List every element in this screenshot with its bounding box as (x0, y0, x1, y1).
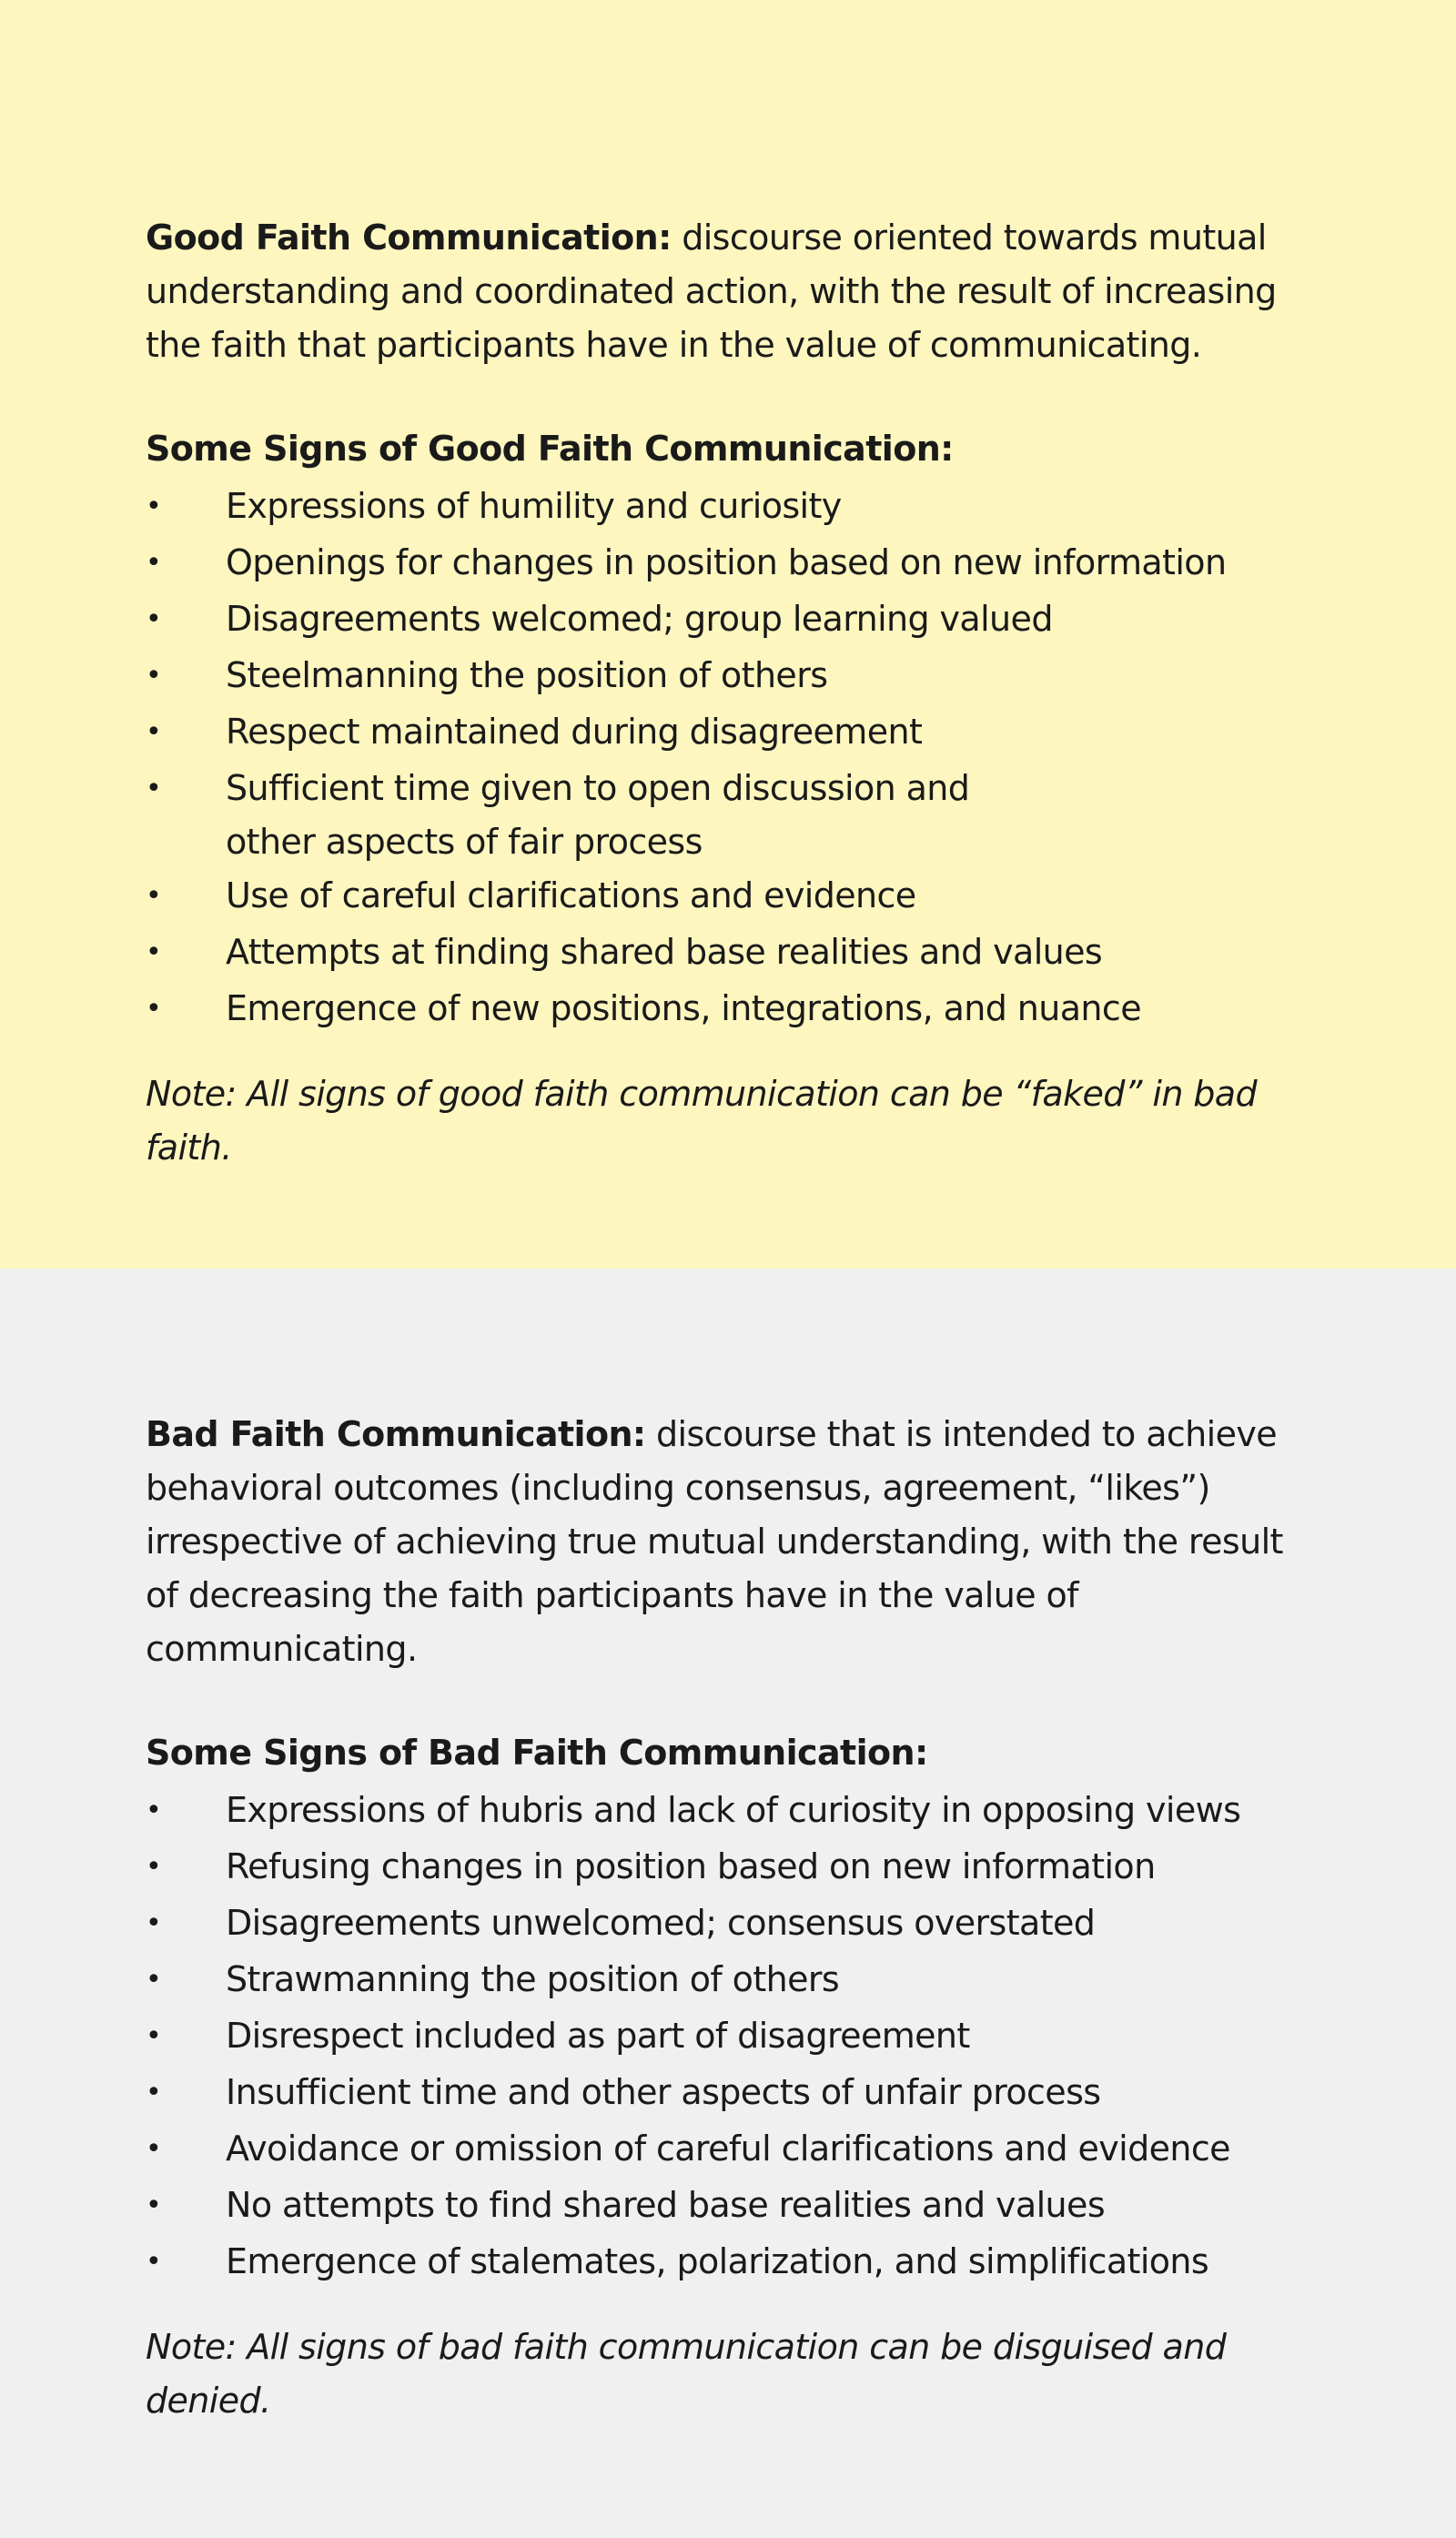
good-faith-term: Good Faith Communication: (146, 217, 672, 258)
bullet-icon: • (146, 993, 162, 1025)
sign-text: Sufficient time given to open discussion and other aspects of fair process (226, 768, 970, 862)
good-faith-sign-item (146, 869, 1310, 925)
bullet-icon: • (146, 490, 162, 522)
bullet-icon: • (146, 2133, 162, 2165)
sign-text: Emergence of stalemates, polarization, and simplifications (226, 2241, 1209, 2281)
bad-faith-term: Bad Faith Communication: (146, 1414, 646, 1454)
bullet-icon: • (146, 1907, 162, 1939)
sign-text: Openings for changes in position based on new information (226, 542, 1227, 582)
bad-faith-sign-item (146, 2179, 1310, 2235)
sign-text: Disrespect included as part of disagreement (226, 2016, 970, 2056)
sign-text: Avoidance or omission of careful clarifications and evidence (226, 2128, 1230, 2169)
bullet-icon: • (146, 2246, 162, 2278)
bullet-icon: • (146, 547, 162, 579)
sign-text: Expressions of hubris and lack of curiosity in opposing views (226, 1790, 1241, 1830)
bad-faith-sign-item (146, 1784, 1310, 1840)
sign-text: Expressions of humility and curiosity (226, 486, 842, 526)
good-faith-note: Note: All signs of good faith communication can be “faked” in bad faith. (146, 1074, 1258, 1168)
good-faith-sign-item (146, 649, 1310, 705)
bullet-icon: • (146, 880, 162, 912)
bullet-icon: • (146, 2020, 162, 2052)
bad-faith-signs-heading: Some Signs of Bad Faith Communication: (146, 1733, 928, 1773)
bad-faith-sign-item (146, 2066, 1310, 2122)
sign-text: Respect maintained during disagreement (226, 712, 923, 752)
good-faith-sign-item (146, 982, 1310, 1038)
bad-faith-sign-item (146, 2235, 1310, 2291)
sign-text: No attempts to find shared base realities and values (226, 2185, 1106, 2225)
bad-faith-sign-item (146, 2122, 1310, 2179)
bad-faith-definition (146, 1408, 1310, 1676)
bullet-icon: • (146, 2077, 162, 2108)
bad-faith-signs-list (146, 1784, 1310, 2291)
good-faith-definition (146, 211, 1310, 372)
good-faith-sign-item (146, 480, 1310, 536)
bullet-icon: • (146, 936, 162, 968)
good-faith-sign-item (146, 536, 1310, 592)
bad-faith-sign-item (146, 1896, 1310, 1953)
sign-text: Strawmanning the position of others (226, 1959, 840, 1999)
good-faith-definition-text: discourse oriented towards mutual understanding and coordinated action, with the result of increasing the faith that participants have in the value of communicating. (146, 217, 1277, 365)
bad-faith-sign-item (146, 1953, 1310, 2009)
bullet-icon: • (146, 603, 162, 635)
sign-text: Refusing changes in position based on new information (226, 1846, 1156, 1886)
bullet-icon: • (146, 716, 162, 748)
bullet-icon: • (146, 660, 162, 692)
sign-text: Disagreements unwelcomed; consensus overstated (226, 1903, 1096, 1943)
good-faith-sign-item (146, 762, 1310, 869)
good-faith-sign-item (146, 592, 1310, 649)
bad-faith-definition-text: discourse that is intended to achieve behavioral outcomes (including consensus, agreement, “likes”) irrespective of achieving true mutual understanding, with the result of decreasing the faith participants have in the value of communicating. (146, 1414, 1283, 1669)
sign-text: Use of careful clarifications and evidence (226, 875, 916, 915)
bullet-icon: • (146, 1964, 162, 1996)
sign-text: Insufficient time and other aspects of unfair process (226, 2072, 1101, 2112)
bullet-icon: • (146, 1851, 162, 1883)
good-faith-sign-item (146, 705, 1310, 762)
bad-faith-note: Note: All signs of bad faith communication can be disguised and denied. (146, 2327, 1227, 2421)
good-faith-sign-item (146, 925, 1310, 982)
good-faith-signs-heading: Some Signs of Good Faith Communication: (146, 429, 954, 469)
bad-faith-panel (0, 1269, 1456, 2538)
sign-text: Disagreements welcomed; group learning valued (226, 599, 1053, 639)
bad-faith-sign-item (146, 1840, 1310, 1896)
bullet-icon: • (146, 773, 162, 804)
sign-text: Emergence of new positions, integrations, and nuance (226, 988, 1141, 1028)
bullet-icon: • (146, 1795, 162, 1826)
bad-faith-sign-item (146, 2009, 1310, 2066)
bullet-icon: • (146, 2189, 162, 2221)
good-faith-signs-list (146, 480, 1310, 1038)
sign-text: Attempts at finding shared base realities and values (226, 932, 1103, 972)
sign-text: Steelmanning the position of others (226, 655, 828, 695)
